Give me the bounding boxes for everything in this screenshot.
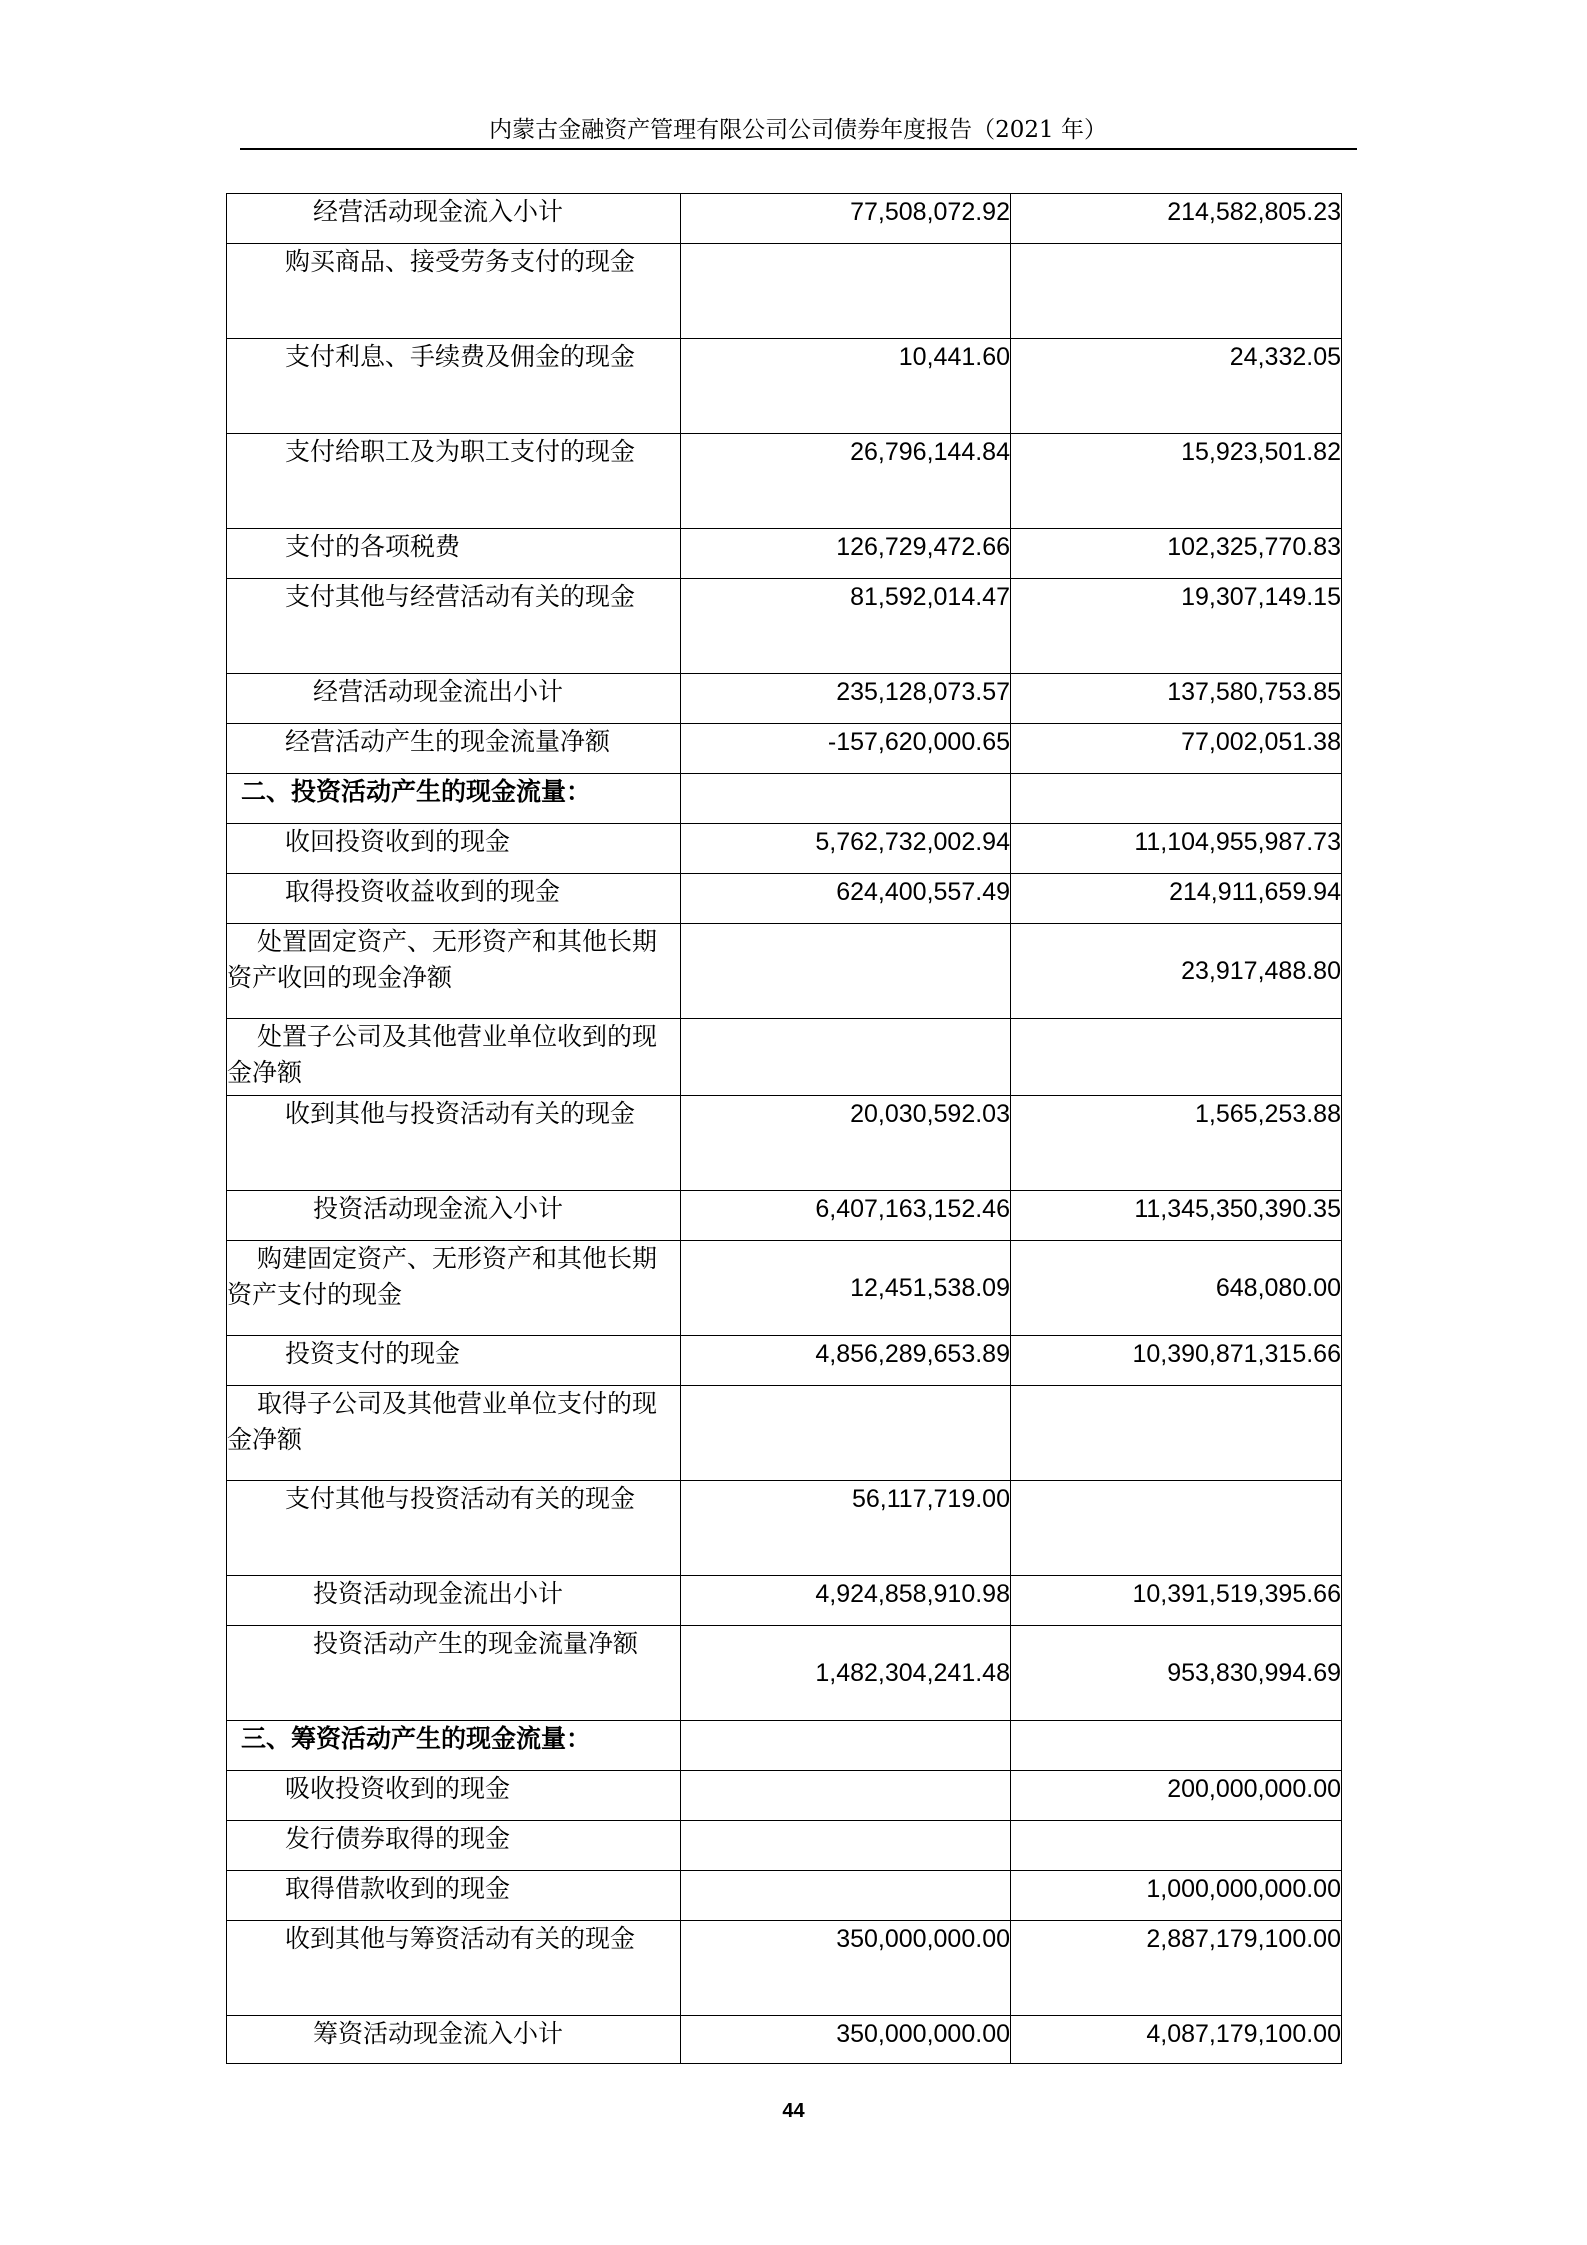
table-row [227,529,1342,579]
table-row [227,1481,1342,1576]
prior-value: 11,345,350,390.35 [1011,1191,1342,1241]
prior-value: 11,104,955,987.73 [1011,824,1342,874]
row-label: 投资活动现金流出小计 [227,1576,681,1626]
current-value [681,1871,1011,1921]
prior-value: 214,582,805.23 [1011,194,1342,244]
current-value: 56,117,719.00 [681,1481,1011,1576]
current-value: 10,441.60 [681,339,1011,434]
current-value: 126,729,472.66 [681,529,1011,579]
row-label: 吸收投资收到的现金 [227,1771,681,1821]
row-label: 支付其他与投资活动有关的现金 [227,1481,681,1576]
table-row [227,1191,1342,1241]
table-row [227,339,1342,434]
prior-value: 2,887,179,100.00 [1011,1921,1342,2016]
current-value: 235,128,073.57 [681,674,1011,724]
current-value [681,1386,1011,1481]
table-row [227,1626,1342,1721]
row-label: 取得子公司及其他营业单位支付的现金净额 [227,1386,681,1481]
row-label: 投资支付的现金 [227,1336,681,1386]
prior-value: 15,923,501.82 [1011,434,1342,529]
prior-value: 24,332.05 [1011,339,1342,434]
prior-value: 137,580,753.85 [1011,674,1342,724]
prior-value [1011,1386,1342,1481]
header-divider [240,148,1357,150]
row-label: 经营活动现金流入小计 [227,194,681,244]
current-value [681,1019,1011,1096]
table-row [227,1019,1342,1096]
current-value: 4,924,858,910.98 [681,1576,1011,1626]
row-label: 经营活动产生的现金流量净额 [227,724,681,774]
current-value: 26,796,144.84 [681,434,1011,529]
prior-value [1011,1821,1342,1871]
table-row [227,1336,1342,1386]
prior-value: 214,911,659.94 [1011,874,1342,924]
table-row [227,579,1342,674]
prior-value: 77,002,051.38 [1011,724,1342,774]
section-row [227,1721,1342,1771]
row-label: 支付其他与经营活动有关的现金 [227,579,681,674]
page-number: 44 [782,2100,805,2122]
table-row [227,724,1342,774]
prior-value: 19,307,149.15 [1011,579,1342,674]
prior-value [1011,244,1342,339]
row-label: 处置子公司及其他营业单位收到的现金净额 [227,1019,681,1096]
prior-value: 953,830,994.69 [1011,1626,1342,1721]
current-value: 77,508,072.92 [681,194,1011,244]
table-row [227,1871,1342,1921]
current-value [681,1721,1011,1771]
table-row [227,1821,1342,1871]
row-label: 支付利息、手续费及佣金的现金 [227,339,681,434]
current-value: 6,407,163,152.46 [681,1191,1011,1241]
current-value: 5,762,732,002.94 [681,824,1011,874]
prior-value [1011,1019,1342,1096]
row-label: 取得借款收到的现金 [227,1871,681,1921]
table-row [227,1096,1342,1191]
report-title: 内蒙古金融资产管理有限公司公司债券年度报告（2021 年） [489,117,1107,143]
table-row [227,194,1342,244]
table-row [227,244,1342,339]
row-label: 收到其他与筹资活动有关的现金 [227,1921,681,2016]
prior-value [1011,1721,1342,1771]
prior-value: 10,390,871,315.66 [1011,1336,1342,1386]
row-label: 取得投资收益收到的现金 [227,874,681,924]
current-value [681,1771,1011,1821]
current-value: 81,592,014.47 [681,579,1011,674]
prior-value: 648,080.00 [1011,1241,1342,1336]
current-value [681,244,1011,339]
row-label: 支付给职工及为职工支付的现金 [227,434,681,529]
table-row [227,674,1342,724]
prior-value: 23,917,488.80 [1011,924,1342,1019]
table-row [227,434,1342,529]
table-row [227,1241,1342,1336]
current-value: 350,000,000.00 [681,1921,1011,2016]
prior-value: 102,325,770.83 [1011,529,1342,579]
table-row [227,924,1342,1019]
current-value: 20,030,592.03 [681,1096,1011,1191]
row-label: 筹资活动现金流入小计 [227,2016,681,2064]
row-label: 投资活动产生的现金流量净额 [227,1626,681,1721]
table-row [227,1921,1342,2016]
row-label: 支付的各项税费 [227,529,681,579]
table-row [227,2016,1342,2064]
row-label: 收到其他与投资活动有关的现金 [227,1096,681,1191]
current-value: 624,400,557.49 [681,874,1011,924]
table-row [227,1576,1342,1626]
current-value: 1,482,304,241.48 [681,1626,1011,1721]
table-row [227,824,1342,874]
row-label: 收回投资收到的现金 [227,824,681,874]
current-value: -157,620,000.65 [681,724,1011,774]
row-label: 投资活动现金流入小计 [227,1191,681,1241]
prior-value: 1,565,253.88 [1011,1096,1342,1191]
cash-flow-table [226,193,1342,2064]
section-heading: 二、投资活动产生的现金流量： [227,774,681,824]
row-label: 经营活动现金流出小计 [227,674,681,724]
prior-value: 1,000,000,000.00 [1011,1871,1342,1921]
row-label: 处置固定资产、无形资产和其他长期资产收回的现金净额 [227,924,681,1019]
row-label: 发行债券取得的现金 [227,1821,681,1871]
prior-value [1011,774,1342,824]
current-value [681,1821,1011,1871]
table-row [227,1771,1342,1821]
current-value: 350,000,000.00 [681,2016,1011,2064]
section-row [227,774,1342,824]
section-heading: 三、筹资活动产生的现金流量： [227,1721,681,1771]
current-value [681,924,1011,1019]
table-row [227,874,1342,924]
report-header [240,110,1357,150]
row-label: 购建固定资产、无形资产和其他长期资产支付的现金 [227,1241,681,1336]
current-value: 4,856,289,653.89 [681,1336,1011,1386]
prior-value [1011,1481,1342,1576]
row-label: 购买商品、接受劳务支付的现金 [227,244,681,339]
prior-value: 10,391,519,395.66 [1011,1576,1342,1626]
prior-value: 4,087,179,100.00 [1011,2016,1342,2064]
table-row [227,1386,1342,1481]
prior-value: 200,000,000.00 [1011,1771,1342,1821]
current-value [681,774,1011,824]
current-value: 12,451,538.09 [681,1241,1011,1336]
